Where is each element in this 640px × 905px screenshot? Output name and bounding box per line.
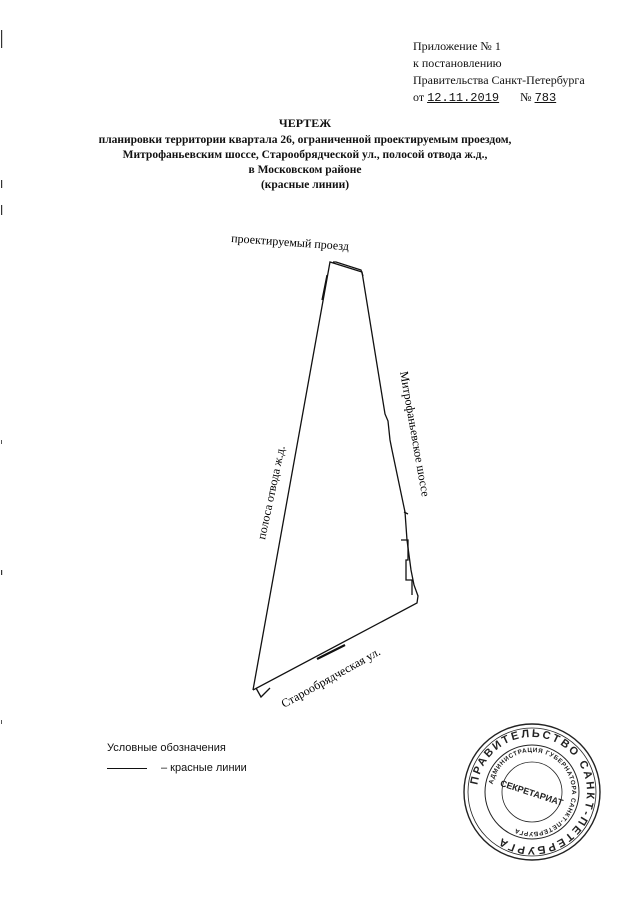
number-prefix: № (520, 90, 532, 104)
boundary-corner-bottom (256, 688, 270, 697)
title-line-1: планировки территории квартала 26, ограниченной проектируемым проездом, (98, 134, 512, 146)
legend-title: Условные обозначения (107, 742, 226, 754)
boundary-thick-segment (317, 645, 345, 659)
title-line-2: Митрофаньевским шоссе, Старообрядческой ул., полосой отвода ж.д., (122, 149, 488, 161)
date-prefix: от (413, 90, 425, 104)
legend-row (107, 762, 247, 774)
decree-date: 12.11.2019 (427, 91, 500, 105)
seal-inner-text: АДМИНИСТРАЦИЯ ГУБЕРНАТОРА САНКТ-ПЕТЕРБУРГА (487, 746, 578, 838)
title-line-4: (красные линии) (260, 179, 350, 191)
legend (107, 742, 247, 774)
title-line-3: в Московском районе (248, 164, 362, 176)
label-left: полоса отвода ж.д. (254, 444, 288, 541)
official-seal (464, 724, 600, 860)
seal-center-text: СЕКРЕТАРИАТ (499, 778, 565, 808)
title-heading: ЧЕРТЕЖ (278, 116, 332, 130)
label-right: Митрофаньевское шоссе (397, 370, 433, 498)
annex-line-1: Приложение № 1 (413, 39, 501, 53)
seal-outer-text: ПРАВИТЕЛЬСТВО САНКТ-ПЕТЕРБУРГА (468, 727, 597, 857)
label-top: проектируемый проезд (230, 231, 350, 254)
annex-line-3: Правительства Санкт-Петербурга (413, 73, 585, 87)
legend-item-label: – красные линии (161, 762, 247, 774)
label-bottom: Старообрядческая ул. (278, 644, 383, 711)
annex-line-2: к постановлению (413, 56, 502, 70)
decree-number: 783 (534, 91, 557, 105)
boundary-double-left (322, 275, 327, 300)
legend-line-sample (107, 768, 147, 769)
